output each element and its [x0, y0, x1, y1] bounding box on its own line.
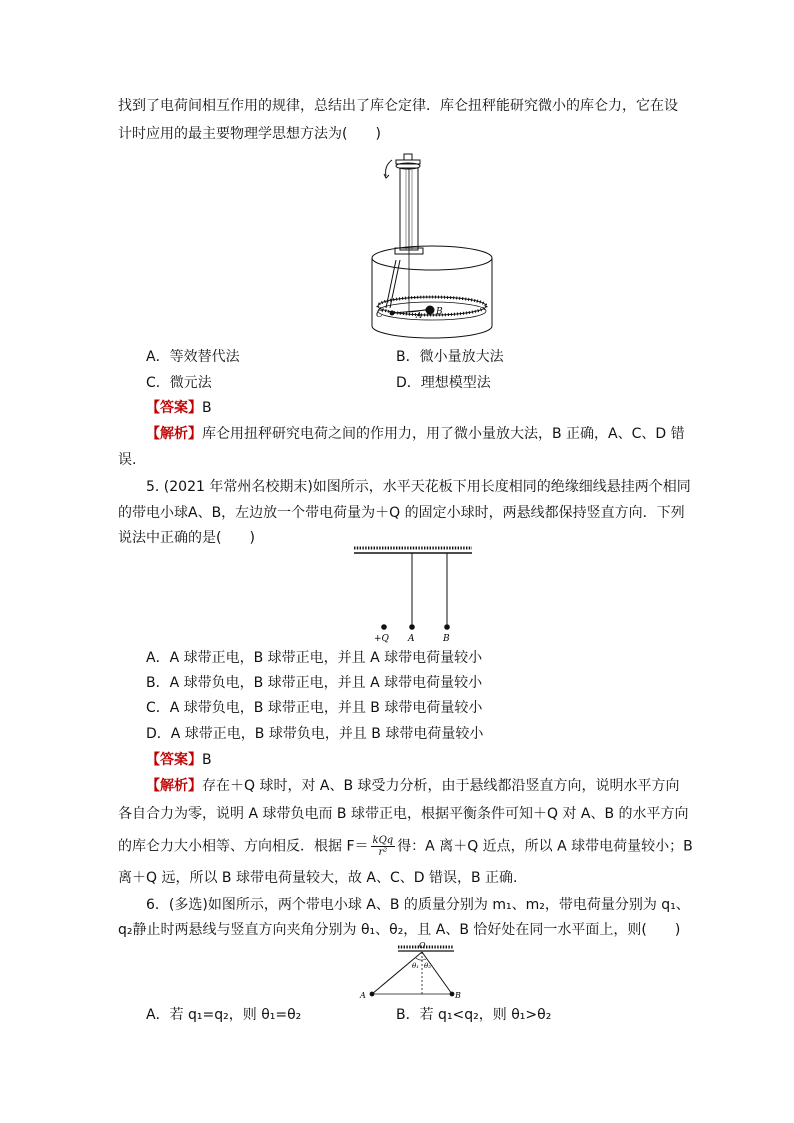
hanging-balls-figure: [352, 545, 476, 645]
q5-answer: [146, 750, 706, 770]
fig6-label-o: O: [419, 941, 426, 950]
q4-analysis-tag: 【解析】: [146, 426, 202, 442]
fig6-label-a: A: [360, 991, 366, 1000]
q6-line-2: q₂静止时两悬线与竖直方向夹角分别为 θ₁、θ₂，且 A、B 恰好处在同一水平面上，则( ): [118, 922, 681, 938]
q5-analysis-1: [146, 776, 706, 796]
q5-analysis-2: 各自合力为零，说明 A 球带负电而 B 球带正电，根据平衡条件可知＋Q 对 A、B 的水平方向: [118, 806, 689, 822]
q5-answer-value: B: [202, 752, 212, 768]
q5-option-d: D．A 球带正电，B 球带负电，并且 B 球带电荷量较小: [146, 726, 484, 742]
q5-line-2: 的带电小球A、B，左边放一个带电荷量为＋Q 的固定小球时，两悬线都保持竖直方向．下列: [118, 505, 685, 521]
q5-analysis-4: 离＋Q 远，所以 B 球带电荷量较大，故 A、C、D 错误，B 正确.: [118, 870, 518, 886]
q5-analysis-3-pre: 的库仑力大小相等、方向相反．根据 F＝: [118, 838, 369, 855]
q5-option-c: C．A 球带负电，B 球带正电，并且 B 球带电荷量较小: [146, 700, 483, 716]
fig4-label-b: B: [436, 307, 443, 317]
q4-option-a: A．等效替代法: [146, 349, 240, 365]
q5-answer-tag: 【答案】: [146, 752, 202, 768]
q6-option-a: A．若 q₁=q₂，则 θ₁=θ₂: [146, 1007, 302, 1023]
q4-line-2: 计时应用的最主要物理学思想方法为( ): [118, 126, 381, 142]
q4-analysis-2: 误.: [118, 452, 137, 468]
torsion-balance-figure: [362, 148, 512, 343]
coulomb-formula-fraction: [371, 835, 396, 858]
q6-option-b: B．若 q₁<q₂，则 θ₁>θ₂: [396, 1007, 552, 1023]
q5-line-1: 5. (2021 年常州名校期末)如图所示，水平天花板下用长度相同的绝缘细线悬挂两个相同: [146, 479, 691, 495]
q4-line-1: 找到了电荷间相互作用的规律，总结出了库仑定律．库仑扭秤能研究微小的库仑力，它在设: [118, 98, 678, 114]
q6-line-1: 6．(多选)如图所示，两个带电小球 A、B 的质量分别为 m₁、m₂，带电荷量分别为 q₁、: [146, 897, 690, 913]
fig6-label-theta2: θ₂: [424, 962, 432, 970]
formula-denominator: r²: [378, 847, 388, 858]
formula-numerator: kQq: [372, 835, 394, 846]
q4-answer-tag: 【答案】: [146, 400, 202, 416]
fig5-label-b: B: [443, 634, 450, 644]
fig5-label-a: A: [408, 634, 415, 644]
q4-option-b: B．微小量放大法: [396, 349, 504, 365]
q4-analysis-1: [146, 424, 706, 444]
q4-answer: [146, 398, 706, 418]
q5-analysis-tag: 【解析】: [146, 778, 202, 794]
q4-option-c: C．微元法: [146, 375, 212, 391]
fig6-label-theta1: θ₁: [412, 962, 420, 970]
fig4-label-a: A: [416, 311, 422, 320]
q5-analysis-3: [118, 835, 693, 858]
q4-analysis-text-1: 库仑用扭秤研究电荷之间的作用力，用了微小量放大法，B 正确，A、C、D 错: [202, 426, 685, 442]
fig4-label-c: C: [376, 310, 383, 320]
q5-analysis-text-1: 存在＋Q 球时，对 A、B 球受力分析，由于悬线都沿竖直方向，说明水平方向: [202, 778, 680, 794]
q5-line-3: 说法中正确的是( ): [118, 530, 255, 546]
angled-pendulums-figure: [358, 940, 468, 1002]
fig5-label-q: +Q: [374, 634, 389, 644]
q5-option-b: B．A 球带负电，B 球带正电，并且 A 球带电荷量较小: [146, 675, 483, 691]
q5-analysis-3-post: 得：A 离＋Q 近点，所以 A 球带电荷量较小；B: [397, 838, 693, 855]
fig6-label-b: B: [455, 991, 461, 1000]
q4-option-d: D．理想模型法: [396, 375, 491, 391]
q4-answer-value: B: [202, 400, 212, 416]
q5-option-a: A．A 球带正电，B 球带正电，并且 A 球带电荷量较小: [146, 650, 483, 666]
